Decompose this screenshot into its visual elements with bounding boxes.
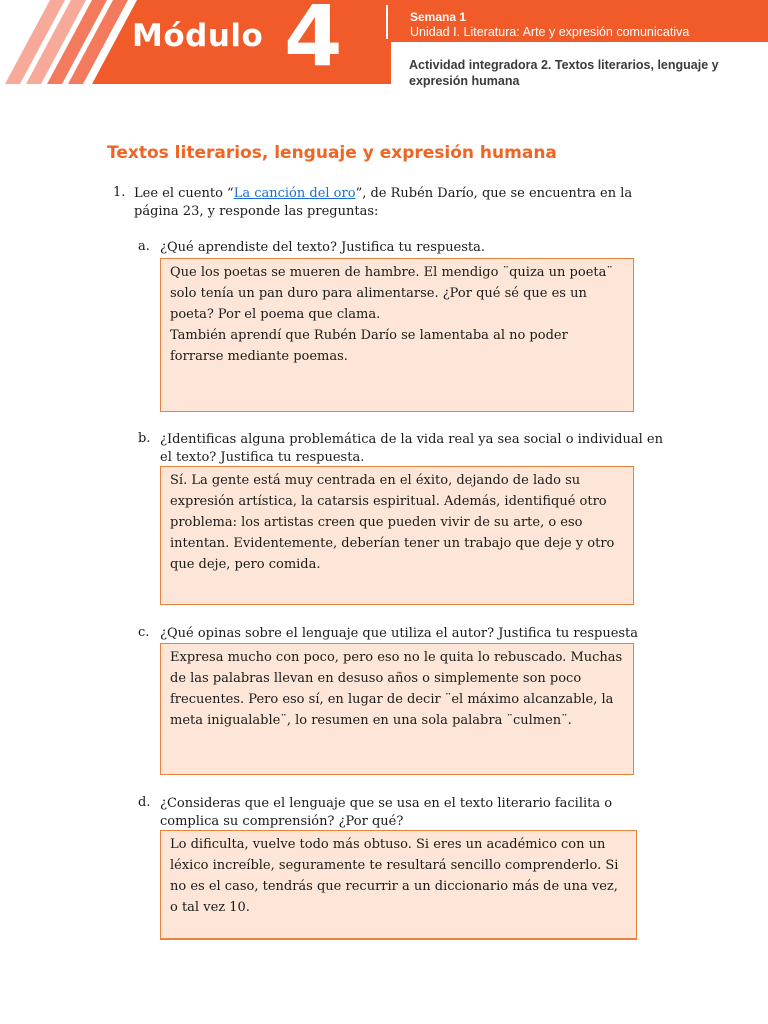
question-number: 1. bbox=[113, 185, 126, 200]
answer-b-paragraph-1: Sí. La gente está muy centrada en el éxito, dejando de lado su expresión artística, la catarsis espiritual. Además, identifiqué otro problema: los artistas creen que pueden vivir de su arte, o eso intentan. Evidentemente, deberían tener un trabajo que deje y otro que deje, pero comida. bbox=[170, 473, 615, 572]
answer-box-c[interactable] bbox=[160, 643, 634, 775]
story-link[interactable]: La canción del oro bbox=[233, 186, 356, 201]
module-number: 4 bbox=[284, 0, 343, 85]
subquestion-b-letter: b. bbox=[138, 431, 151, 446]
answer-c-paragraph-1: Expresa mucho con poco, pero eso no le quita lo rebuscado. Muchas de las palabras llevan en desuso años o simplemente son poco frecuentes. Pero eso sí, en lugar de decir ¨el máximo alcanzable, la meta inigualable¨, lo resumen en una sola palabra ¨culmen¨. bbox=[170, 650, 623, 728]
page-title: Textos literarios, lenguaje y expresión humana bbox=[107, 143, 557, 163]
question-1-prefix: Lee el cuento “ bbox=[134, 186, 234, 201]
answer-a-paragraph-2: También aprendí que Rubén Darío se lamentaba al no poder forrarse mediante poemas. bbox=[170, 328, 568, 364]
header-divider bbox=[386, 5, 388, 39]
answer-box-d[interactable] bbox=[160, 830, 637, 940]
activity-title: Actividad integradora 2. Textos literarios, lenguaje y expresión humana bbox=[409, 58, 719, 88]
subquestion-c-text: ¿Qué opinas sobre el lenguaje que utiliza el autor? Justifica tu respuesta bbox=[160, 626, 639, 641]
week-label: Semana 1 bbox=[410, 10, 467, 24]
answer-d-paragraph-1: Lo dificulta, vuelve todo más obtuso. Si eres un académico con un léxico increíble, seguramente te resultará sencillo comprenderlo. Si no es el caso, tendrás que recurrir a un diccionario más de una vez, o tal vez 10. bbox=[170, 837, 619, 915]
answer-box-b[interactable] bbox=[160, 466, 634, 605]
unit-label: Unidad I. Literatura: Arte y expresión comunicativa bbox=[410, 25, 690, 39]
question-1-text bbox=[134, 185, 674, 221]
subquestion-a-letter: a. bbox=[138, 239, 150, 254]
subquestion-d-letter: d. bbox=[138, 795, 151, 810]
subquestion-d-text: ¿Consideras que el lenguaje que se usa en el texto literario facilita o complica su comprensión? ¿Por qué? bbox=[160, 796, 613, 829]
subquestion-a-text: ¿Qué aprendiste del texto? Justifica tu respuesta. bbox=[160, 240, 486, 255]
question-1-suffix: ”, de Rubén Darío, que se encuentra en la página 23, y responde las preguntas: bbox=[134, 186, 633, 219]
answer-box-a[interactable] bbox=[160, 258, 634, 412]
module-label: Módulo bbox=[132, 18, 264, 54]
answer-a-paragraph-1: Que los poetas se mueren de hambre. El mendigo ¨quiza un poeta¨ solo tenía un pan duro para alimentarse. ¿Por qué sé que es un poeta? Por el poema que clama. bbox=[170, 265, 613, 322]
subquestion-b-text: ¿Identificas alguna problemática de la vida real ya sea social o individual en el texto? Justifica tu respuesta. bbox=[160, 432, 663, 465]
module-header-banner bbox=[0, 0, 768, 100]
subquestion-c-letter: c. bbox=[138, 625, 150, 640]
